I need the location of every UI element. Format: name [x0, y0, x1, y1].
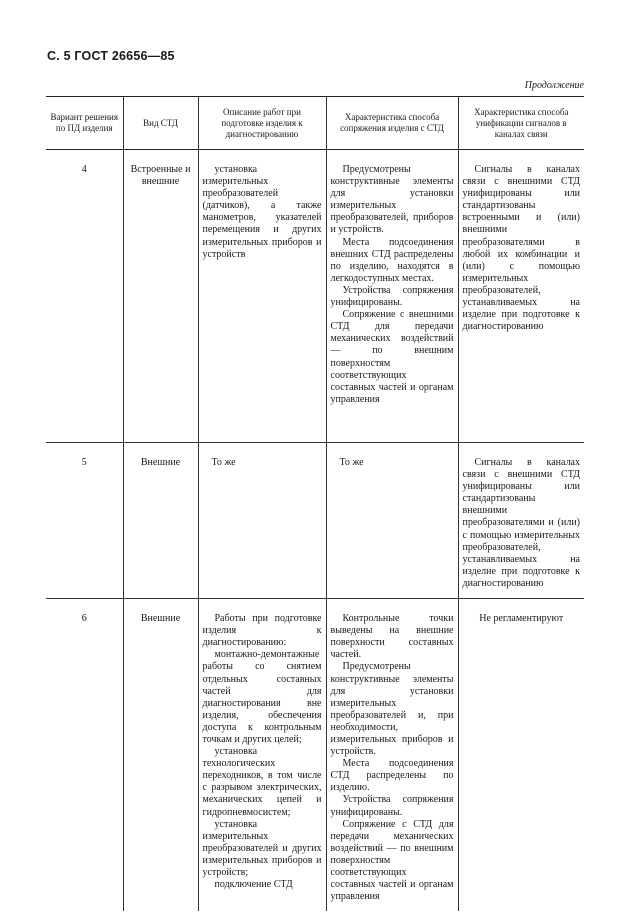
work-description-cell: [198, 443, 326, 599]
coupling-paragraph: Предусмотрены конструктивные элементы для установки измерительных преобразователей, приборов и устройств.: [330, 164, 454, 236]
signals-cell: [458, 443, 584, 599]
col-header-work-description: Описание работ при подготовке изделия к диагностированию: [198, 97, 326, 150]
coupling-paragraph: Места подсоединения СТД распределены по изделию.: [330, 758, 454, 794]
signals-paragraph: Не регламентируют: [479, 613, 564, 625]
work-paragraph: подключение СТД: [214, 879, 293, 891]
signals-cell: [458, 599, 584, 912]
coupling-paragraph: Контрольные точки выведены на внешние поверхности составных частей.: [330, 613, 454, 661]
continuation-label: Продолжение: [524, 80, 584, 91]
table-row: [46, 443, 584, 599]
coupling-paragraph: Сопряжение с СТД для передачи механических воздействий — по внешним поверхностям соответствующих составных частей и органам управления: [330, 818, 454, 903]
work-paragraph: Работы при подготовке изделия к диагностированию:: [202, 613, 322, 649]
variant-cell: 5: [46, 443, 123, 599]
same-as-above-text: То же: [339, 457, 364, 468]
coupling-paragraph: Предусмотрены конструктивные элементы для установки измерительных преобразователей и, при необходимости, измерительных приборов и устройств.: [330, 661, 454, 758]
work-paragraph: установка технологических переходников, в том числе с разрывом электрических, механических цепей и гидропневмосистем;: [202, 746, 322, 818]
work-paragraph: установка измерительных преобразователей (датчиков), а также манометров, указателей перемещения и других измерительных приборов и устройств: [202, 164, 322, 260]
signals-paragraph: Сигналы в каналах связи с внешними СТД унифицированы или стандартизованы внешними преобразователями и (или) с помощью измерительных преобразователей, устанавливаемых на изделие при подготовке к диагностированию: [462, 457, 580, 589]
work-description-cell: [198, 150, 326, 443]
coupling-paragraph: Устройства сопряжения унифицированы.: [330, 794, 454, 818]
work-paragraph: установка измерительных преобразователей и других измерительных приборов и устройств;: [202, 818, 322, 878]
coupling-paragraph: Сопряжение с внешними СТД для передачи механических воздействий — по внешним поверхностям соответствующих составных частей и органам управления: [330, 309, 454, 405]
signals-paragraph: Сигналы в каналах связи с внешними СТД унифицированы или стандартизованы встроенными и (или) внешними преобразователями в любой их комбинации и (или) с помощью измерительных преобразователей, устанавливаемых на изделие при подготовке к диагностированию: [462, 164, 580, 333]
std-type-cell: Внешние: [123, 599, 198, 912]
table-row: [46, 150, 584, 443]
variant-cell: 4: [46, 150, 123, 443]
table-header-row: [46, 97, 584, 150]
col-header-variant: Вариант решения по ПД изделия: [46, 97, 123, 150]
coupling-cell: [326, 599, 458, 912]
work-paragraph: монтажно-демонтажные работы со снятием отдельных составных частей для диагностирования вне изделия, обеспечения доступа к контрольным точкам и других целей;: [202, 649, 322, 745]
coupling-cell: [326, 150, 458, 443]
variant-cell: 6: [46, 599, 123, 912]
coupling-paragraph: Устройства сопряжения унифицированы.: [330, 284, 454, 309]
std-type-cell: Внешние: [123, 443, 198, 599]
page-header: С. 5 ГОСТ 26656—85: [47, 49, 175, 63]
col-header-std-type: Вид СТД: [123, 97, 198, 150]
coupling-cell: [326, 443, 458, 599]
table-row: [46, 599, 584, 912]
col-header-coupling: Характеристика способа сопряжения изделия с СТД: [326, 97, 458, 150]
signals-cell: [458, 150, 584, 443]
same-as-above-text: То же: [211, 457, 236, 468]
coupling-paragraph: Места подсоединения внешних СТД распределены по изделию, находятся в легкодоступных местах.: [330, 236, 454, 284]
work-description-cell: [198, 599, 326, 912]
col-header-signals: Характеристика способа унификации сигналов в каналах связи: [458, 97, 584, 150]
std-type-cell: Встроенные и внешние: [123, 150, 198, 443]
requirements-table: [46, 96, 584, 911]
